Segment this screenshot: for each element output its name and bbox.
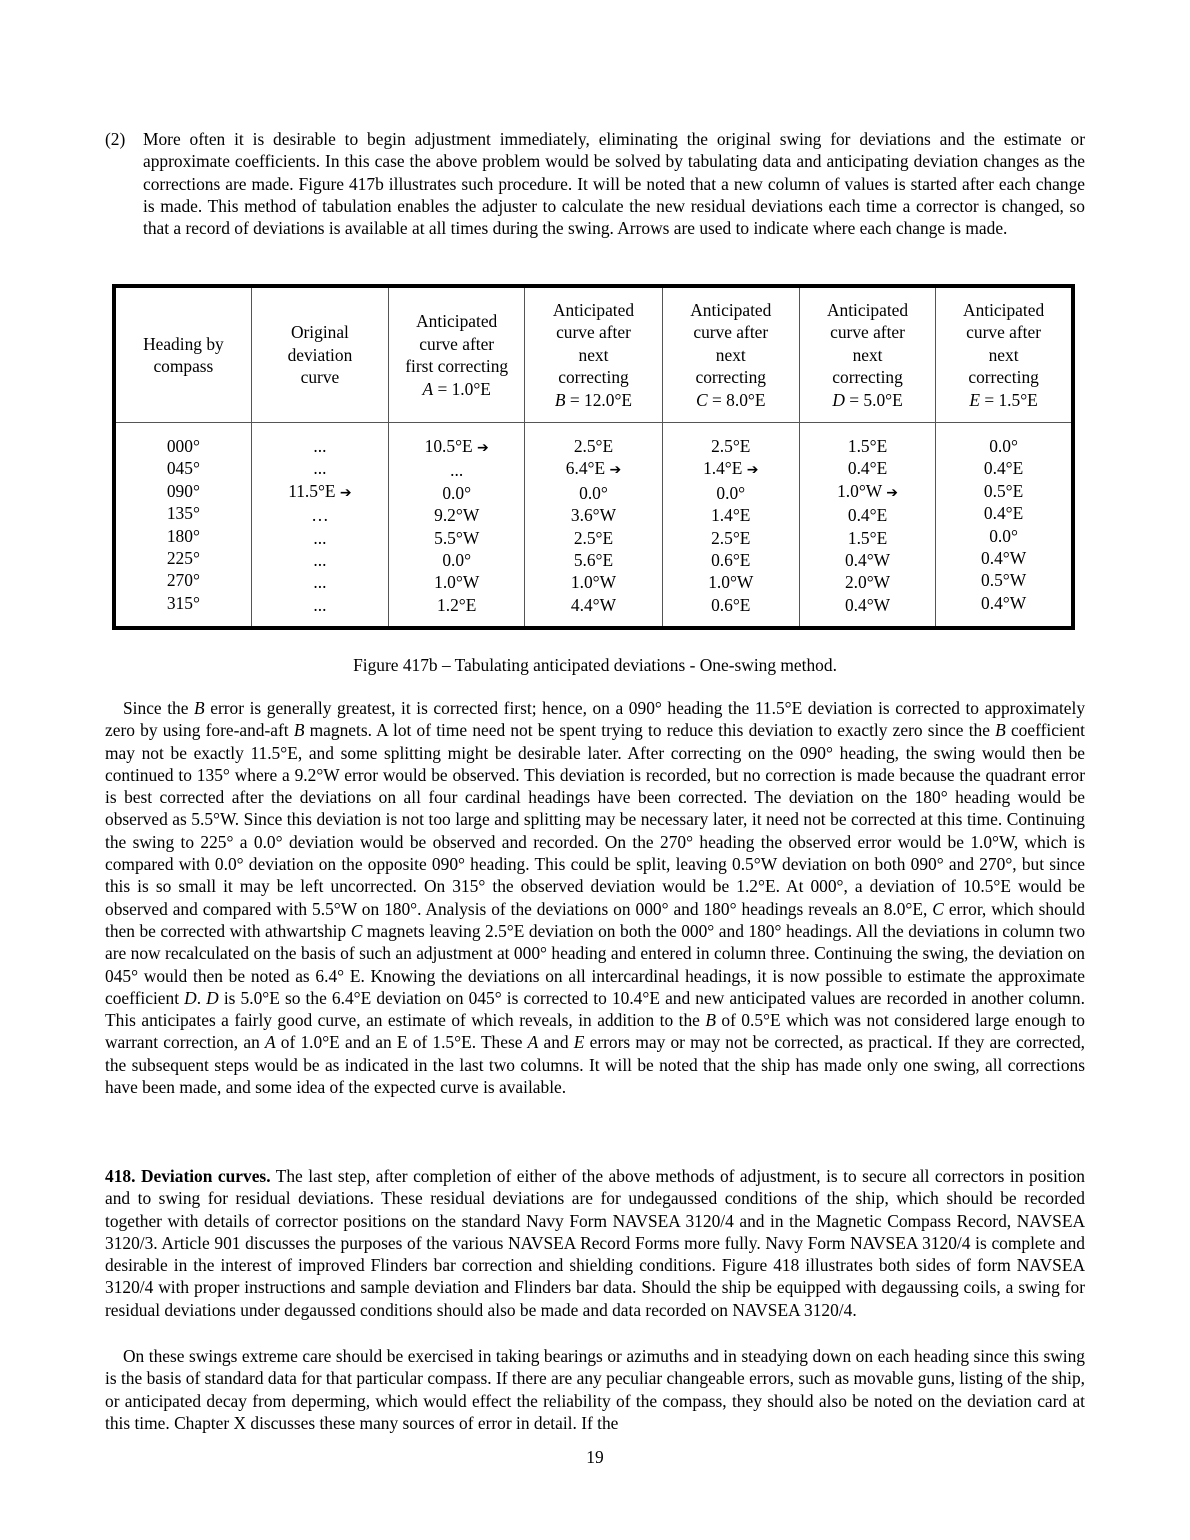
column-header-3: Anticipated curve after next correcting B = 12.0°E	[525, 286, 662, 423]
column-values-0	[114, 423, 251, 629]
table-cell: 0.6°E	[711, 594, 751, 615]
table-header-row	[114, 286, 1073, 423]
table-cell: 0.4°E	[983, 503, 1024, 524]
column-values-3	[525, 423, 662, 629]
table-cell: 0.6°E	[711, 550, 751, 571]
arrow-right-icon: ➔	[477, 440, 489, 456]
table-cell: 0.4°W	[981, 592, 1027, 613]
table-cell: ...	[313, 594, 327, 615]
table-cell: 0.0°	[989, 525, 1018, 546]
column-values-4	[662, 423, 799, 629]
column-header-4: Anticipated curve after next correcting C = 8.0°E	[662, 286, 799, 423]
deviation-table	[112, 284, 1075, 630]
column-header-0: Heading by compass	[114, 286, 251, 423]
table-cell: 2.0°W	[844, 572, 891, 593]
table-cell: ...	[313, 550, 327, 571]
table-cell: 5.5°W	[434, 527, 480, 548]
column-header-6: Anticipated curve after next correcting E = 1.5°E	[936, 286, 1073, 423]
table-cell: 045°	[166, 458, 200, 479]
section-number: 418	[105, 1166, 132, 1186]
table-cell: 135°	[166, 503, 200, 524]
table-cell: 1.5°E	[847, 527, 888, 548]
table-cell: 2.5°E	[573, 436, 614, 456]
table-cell: 0.0°	[442, 482, 472, 503]
column-values-1	[251, 423, 388, 629]
table-cell: 1.4°E ➔	[703, 458, 759, 479]
table-cell: 0.4°W	[844, 550, 891, 571]
table-cell: 315°	[166, 592, 200, 613]
table-cell: ...	[450, 460, 464, 481]
intro-text: More often it is desirable to begin adjustment immediately, eliminating the original swing for deviations and the estimate or approximate coefficients. In this case the above problem would be solved by tabulating data and anticipating deviation changes as the corrections are made. Figure 417b illustrates such procedure. It will be noted that a new column of values is started after each change is made. This method of tabulation enables the adjuster to calculate the new residual deviations each time a corrector is changed, so that a record of deviations is available at all times during the swing. Arrows are used to indicate where each change is made.	[143, 129, 1085, 239]
table-cell: ...	[313, 436, 327, 456]
table-cell: 2.5°E	[711, 527, 751, 548]
section-title: Deviation curves.	[140, 1166, 271, 1186]
table-cell: 225°	[166, 548, 200, 569]
table-cell: ...	[313, 527, 327, 548]
figure-caption: Figure 417b – Tabulating anticipated deviations - One-swing method.	[353, 655, 837, 675]
table-cell: 0.0°	[989, 436, 1018, 456]
table-cell: 1.5°E	[847, 436, 888, 456]
table-cell: 4.4°W	[570, 594, 617, 615]
section-418-paragraph: 418. Deviation curves. The last step, after completion of either of the above methods of adjustment, is to secure all correctors in position and to swing for residual deviations. These residual deviations are for undegaussed conditions of the ship, which should be recorded together with details of corrector positions on the standard Navy Form NAVSEA 3120/4 and in the Magnetic Compass Record, NAVSEA 3120/3. Article 901 discusses the purposes of the various NAVSEA Record Forms more fully. Navy Form NAVSEA 3120/4 is complete and desirable in the interest of improved Flinders bar correction and shielding conditions. Figure 418 illustrates both sides of form NAVSEA 3120/4 with proper instructions and sample deviation and Flinders bar data. Should the ship be equipped with degaussing coils, a swing for residual deviations under degaussed conditions should also be made and data recorded on NAVSEA 3120/4.	[105, 1166, 1085, 1320]
table-cell: ...	[313, 572, 327, 593]
table-cell: 090°	[166, 480, 200, 501]
table-cell: 180°	[166, 525, 200, 546]
arrow-right-icon: ➔	[886, 484, 898, 501]
column-header-1: Original deviation curve	[251, 286, 388, 423]
table-cell: 6.4°E ➔	[565, 458, 622, 479]
table-cell: 9.2°W	[434, 505, 480, 526]
table-cell: 0.0°	[579, 482, 608, 503]
table-cell: 0.0°	[716, 482, 746, 503]
table-cell: 2.5°E	[573, 527, 614, 548]
table-cell: 270°	[166, 570, 200, 591]
body-paragraph-3: On these swings extreme care should be exercised in taking bearings or azimuths and in steadying down on each heading since this swing is the basis of standard data for that particular compass. If there are any peculiar changeable errors, such as movable guns, listing of the ship, or anticipated decay from deperming, which would effect the reliability of the compass, they should also be noted on the deviation card at this time. Chapter X discusses these many sources of error in detail. If the	[105, 1346, 1085, 1433]
table-cell: 0.4°W	[844, 594, 891, 615]
table-cell: 10.5°E ➔	[424, 436, 489, 456]
column-header-2: Anticipated curve after first correcting A = 1.0°E	[389, 286, 525, 423]
table-cell: 0.4°E	[847, 505, 888, 526]
table-cell: …	[311, 505, 329, 526]
intro-number: (2)	[105, 129, 126, 149]
table-cell: 1.4°E	[711, 505, 751, 526]
table-cell: 0.5°W	[981, 570, 1027, 591]
table-cell: 1.0°W	[570, 572, 617, 593]
table-cell: 1.0°W	[708, 572, 754, 593]
column-values-6	[936, 423, 1073, 629]
arrow-right-icon: ➔	[746, 462, 759, 479]
table-cell: 0.4°E	[847, 458, 888, 479]
column-values-5	[799, 423, 935, 629]
table-cell: 0.0°	[442, 550, 472, 571]
table-cell: 1.2°E	[437, 594, 477, 615]
table-cell: 000°	[166, 436, 200, 456]
table-cell: 0.5°E	[983, 480, 1024, 501]
intro-paragraph	[105, 128, 1085, 239]
column-header-5: Anticipated curve after next correcting D = 5.0°E	[799, 286, 935, 423]
table-cell: 1.0°W ➔	[837, 480, 898, 501]
table-body-row	[114, 423, 1073, 629]
table-cell: 11.5°E ➔	[288, 480, 352, 501]
table-cell: 3.6°W	[570, 505, 617, 526]
arrow-right-icon: ➔	[339, 484, 352, 501]
section-text: The last step, after completion of either of the above methods of adjustment, is to secure all correctors in position and to swing for residual deviations. These residual deviations are for undegaussed conditions of the ship, which should be recorded together with details of corrector positions on the standard Navy Form NAVSEA 3120/4 and in the Magnetic Compass Record, NAVSEA 3120/3. Article 901 discusses the purposes of the various NAVSEA Record Forms more fully. Navy Form NAVSEA 3120/4 is complete and desirable in the interest of improved Flinders bar correction and shielding conditions. Figure 418 illustrates both sides of form NAVSEA 3120/4 with proper instructions and sample deviation and Flinders bar data. Should the ship be equipped with degaussing coils, a swing for residual deviations under degaussed conditions should also be made and data recorded on NAVSEA 3120/4.	[105, 1166, 1085, 1320]
page-number: 19	[586, 1447, 604, 1467]
table-cell: ...	[313, 458, 327, 479]
table-cell: 1.0°W	[434, 572, 480, 593]
body-paragraph-1: Since the B error is generally greatest, it is corrected first; hence, on a 090° heading the 11.5°E deviation is corrected to approximately zero by using fore-and-aft B magnets. A lot of time need not be spent trying to reduce this deviation to exactly zero since the B coefficient may not be exactly 11.5°E, and some splitting might be desirable later. After correcting on the 090° heading, the swing would then be continued to 135° where a 9.2°W error would be observed. This deviation is recorded, but no correction is made because the quadrant error is best corrected after the deviations on all four cardinal headings have been corrected. The deviation on the 180° heading would be observed as 5.5°W. Since this deviation is not too large and splitting may be necessary later, it need not be corrected at this time. Continuing the swing to 225° a 0.0° deviation would be observed and recorded. On the 270° heading the observed error would be 1.0°W, which is compared with 0.0° deviation on the opposite 090° heading. This could be split, leaving 0.5°W deviation on both 090° and 270°, but since this is so small it may be left uncorrected. On 315° the observed deviation would be 1.2°E. At 000°, a deviation of 10.5°E would be observed and compared with 5.5°W on 180°. Analysis of the deviations on 000° and 180° headings reveals an 8.0°E, C error, which should then be corrected with athwartship C magnets leaving 2.5°E deviation on both the 000° and 180° headings. All the deviations in column two are now recalculated on the basis of such an adjustment at 000° heading and entered in column three. Continuing the swing, the deviation on 045° would then be noted as 6.4° E. Knowing the deviations on all intercardinal headings, it is now possible to estimate the approximate coefficient D. D is 5.0°E so the 6.4°E deviation on 045° is corrected to 10.4°E and new anticipated values are recorded in another column. This anticipates a fairly good curve, an estimate of which reveals, in addition to the B of 0.5°E which was not considered large enough to warrant correction, an A of 1.0°E and an E of 1.5°E. These A and E errors may or may not be corrected, as practical. If they are corrected, the subsequent steps would be as indicated in the last two columns. It will be noted that the ship has made only one swing, all corrections have been made, and some idea of the expected curve is available.	[105, 698, 1086, 1098]
table-cell: 0.4°E	[983, 458, 1024, 479]
column-values-2	[389, 423, 525, 629]
table-cell: 2.5°E	[711, 436, 751, 456]
table-cell: 0.4°W	[981, 548, 1027, 569]
table-cell: 5.6°E	[573, 550, 614, 571]
arrow-right-icon: ➔	[609, 462, 622, 479]
